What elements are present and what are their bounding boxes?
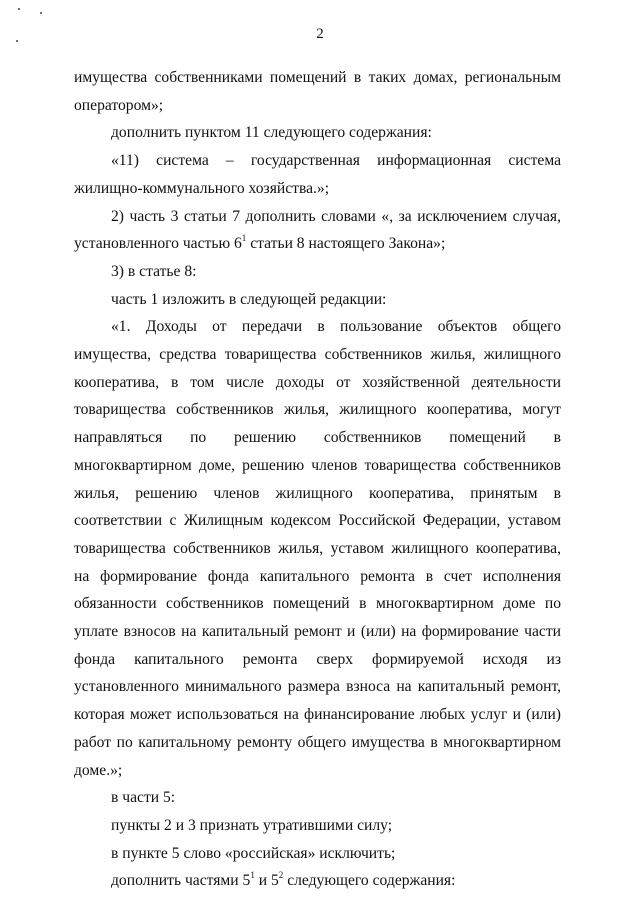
paragraph [74, 867, 561, 895]
paragraph: «1. Доходы от передачи в пользование объектов общего имущества, средства товарищества собственников жилья, жилищного кооператива, в том числе доходы от хозяйственной деятельности товарищества собственников жилья, жилищного кооператива, могут направляться по решению собственников помещений в многоквартирном доме, решению членов товарищества собственников жилья, решению членов жилищного кооператива, принятым в соответствии с Жилищным кодексом Российской Федерации, уставом товарищества собственников жилья, уставом жилищного кооператива, на формирование фонда капитального ремонта в счет исполнения обязанности собственников помещений в многоквартирном доме по уплате взносов на капитальный ремонт и (или) на формирование части фонда капитального ремонта сверх формируемой исходя из установленного минимального размера взноса на капитальный ремонт, которая может использоваться на финансирование любых услуг и (или) работ по капитальному ремонту общего имущества в многоквартирном доме.»; [74, 318, 561, 779]
paragraph-text: и 5 [254, 872, 279, 890]
scan-artifact [40, 12, 42, 14]
paragraph: имущества собственниками помещений в таких домах, региональным оператором»; [74, 69, 561, 114]
superscript: 1 [241, 233, 247, 244]
paragraph-text: следующего содержания: [283, 872, 456, 890]
paragraph: в пункте 5 слово «российская» исключить; [111, 844, 396, 862]
paragraph-text: дополнить частями 5 [111, 872, 251, 890]
page-number: 2 [316, 26, 324, 42]
paragraph: в части 5: [111, 789, 176, 807]
paragraph: 3) в статье 8: [111, 262, 197, 280]
superscript: 2 [278, 870, 284, 881]
document-body [74, 64, 561, 895]
paragraph: пункты 2 и 3 признать утратившими силу; [111, 816, 393, 834]
scan-artifact [18, 8, 20, 10]
paragraph: «11) система – государственная информационная система жилищно-коммунального хозяйства.»; [74, 152, 561, 197]
paragraph: дополнить пунктом 11 следующего содержания: [111, 124, 432, 142]
paragraph [74, 203, 561, 258]
paragraph-text: статьи 8 настоящего Закона»; [246, 235, 446, 253]
paragraph: часть 1 изложить в следующей редакции: [111, 290, 387, 308]
paragraph-text: 2) часть 3 статьи 7 дополнить словами «, за исключением случая, установленного частью 6 [74, 207, 561, 253]
superscript: 1 [250, 870, 255, 881]
